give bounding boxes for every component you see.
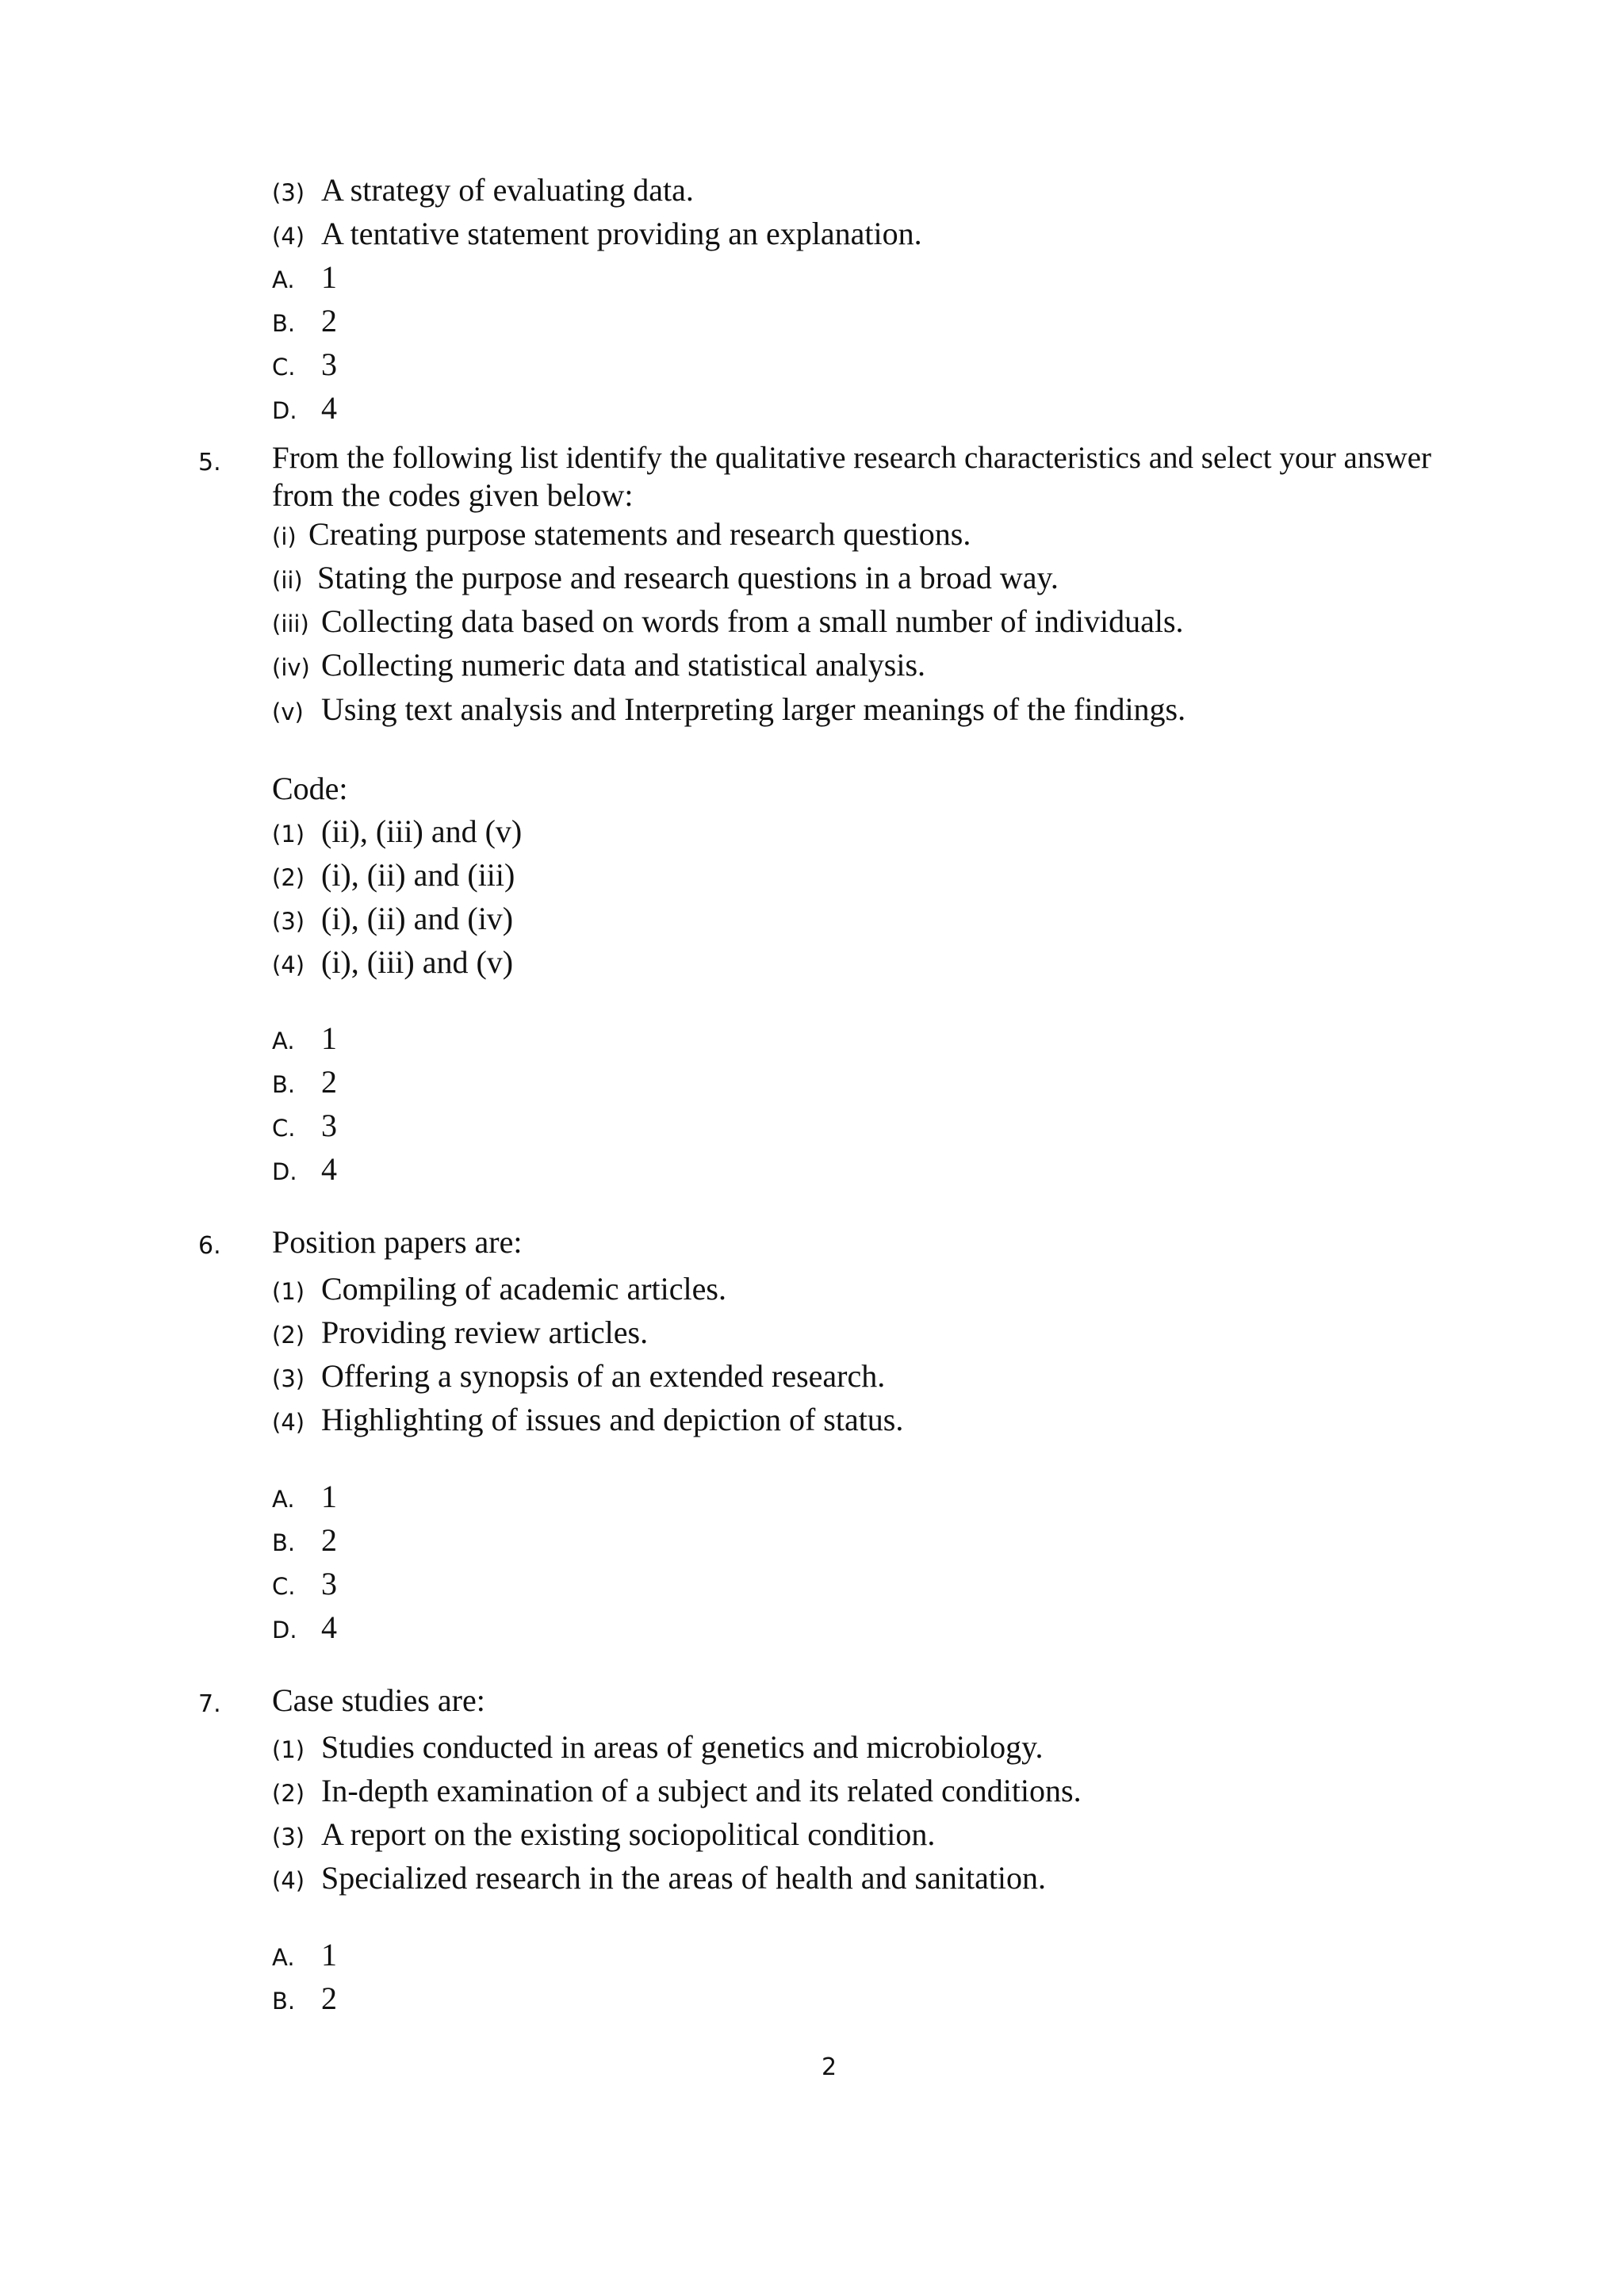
answer-label: C. [272,1573,296,1600]
option-label: (2) [272,1322,305,1349]
answer-text: 2 [321,1980,337,2016]
option-label: (4) [272,1409,305,1436]
option-text: Offering a synopsis of an extended research. [321,1358,886,1394]
answer-text: 1 [321,1020,337,1056]
option-label: (4) [272,951,305,978]
question-text: From the following list identify the qualitative research characteristics and select your answer [272,441,1432,475]
answer-text: 3 [321,346,337,382]
option-label: (1) [272,1736,305,1763]
item-label: (iii) [272,610,309,637]
option-label: (4) [272,223,305,250]
answer-text: 4 [321,1609,337,1645]
answer-label: A. [272,1944,295,1971]
answer-text: 1 [321,1479,337,1514]
question-number: 6. [198,1232,221,1260]
answer-text: 4 [321,390,337,426]
answer-label: B. [272,1071,296,1098]
item-text: Using text analysis and Interpreting larger meanings of the findings. [321,691,1186,727]
item-text: Collecting numeric data and statistical analysis. [321,647,926,683]
option-label: (3) [272,1365,305,1392]
option-label: (3) [272,179,305,206]
answer-text: 1 [321,259,337,295]
option-text: (i), (iii) and (v) [321,944,514,980]
answer-text: 2 [321,1522,337,1558]
answer-label: B. [272,1988,296,2015]
question-number: 5. [198,449,221,476]
option-label: (2) [272,1780,305,1807]
option-text: (i), (ii) and (iv) [321,901,514,936]
option-text: Studies conducted in areas of genetics and microbiology. [321,1729,1044,1765]
item-text: Stating the purpose and research questions in a broad way. [317,560,1059,595]
option-label: (2) [272,864,305,891]
answer-label: C. [272,354,296,381]
answer-label: A. [272,266,295,293]
item-label: (v) [272,698,304,725]
answer-label: C. [272,1115,296,1142]
item-text: Collecting data based on words from a small number of individuals. [321,603,1184,639]
answer-text: 2 [321,303,337,339]
option-text: A strategy of evaluating data. [321,172,694,208]
option-text: In-depth examination of a subject and its related conditions. [321,1773,1082,1808]
option-label: (3) [272,1823,305,1850]
answer-label: B. [272,310,296,337]
option-text: A tentative statement providing an explanation. [321,216,922,251]
question-text: Position papers are: [272,1224,523,1260]
item-label: (iv) [272,654,310,681]
option-text: Compiling of academic articles. [321,1271,726,1307]
option-text: (i), (ii) and (iii) [321,857,515,893]
item-text: Creating purpose statements and research questions. [308,516,971,552]
option-label: (3) [272,908,305,935]
answer-text: 1 [321,1937,337,1973]
answer-text: 4 [321,1151,337,1187]
answer-text: 3 [321,1566,337,1601]
option-text: (ii), (iii) and (v) [321,813,523,849]
option-text: A report on the existing sociopolitical condition. [321,1816,936,1852]
option-label: (1) [272,1278,305,1305]
option-label: (1) [272,821,305,848]
code-heading: Code: [272,771,348,806]
answer-label: D. [272,1617,297,1644]
answer-label: A. [272,1486,295,1513]
answer-text: 2 [321,1064,337,1100]
question-text: Case studies are: [272,1682,485,1718]
answer-text: 3 [321,1108,337,1143]
answer-label: A. [272,1027,295,1054]
item-label: (i) [272,523,297,550]
option-text: Specialized research in the areas of health and sanitation. [321,1860,1047,1896]
question-number: 7. [198,1690,221,1718]
option-text: Providing review articles. [321,1314,649,1350]
answer-label: D. [272,1158,297,1185]
option-text: Highlighting of issues and depiction of status. [321,1402,904,1437]
page-number: 2 [822,2053,837,2081]
option-label: (4) [272,1867,305,1894]
item-label: (ii) [272,567,303,594]
answer-label: B. [272,1529,296,1556]
answer-label: D. [272,397,297,424]
question-text-continued: from the codes given below: [272,477,634,513]
